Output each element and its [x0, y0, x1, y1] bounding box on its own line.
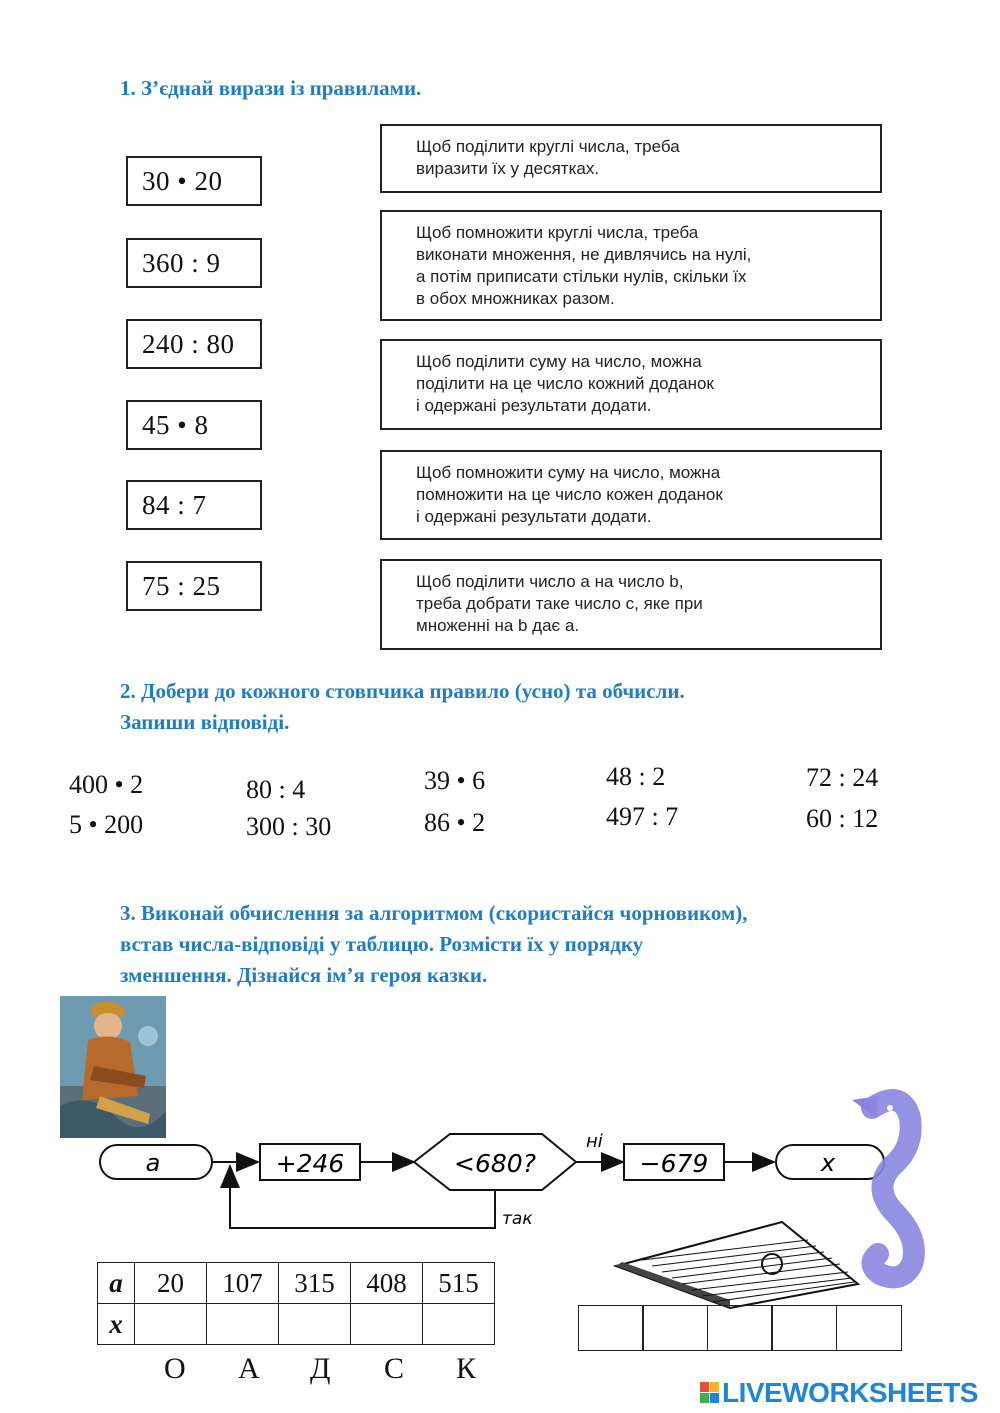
rule-line: виконати множення, не дивлячись на нулі, [416, 245, 752, 264]
rule-line: Щоб помножити круглі числа, треба [416, 223, 699, 242]
a-value-cell: 20 [135, 1263, 207, 1304]
rule-line: і одержані результати додати. [416, 507, 652, 526]
expression-box[interactable]: 30 • 20 [126, 156, 262, 206]
a-value-cell: 107 [207, 1263, 279, 1304]
answer-letter-cell[interactable] [578, 1305, 644, 1351]
zither-image [612, 1218, 862, 1310]
rule-box[interactable] [380, 124, 882, 193]
row-x-label: x [98, 1304, 135, 1345]
row-a-label: a [98, 1263, 135, 1304]
letter-label: А [238, 1352, 260, 1385]
task3-heading-line: зменшення. Дізнайся ім’я героя казки. [120, 963, 488, 987]
a-value-cell: 515 [423, 1263, 495, 1304]
exercise-expression: 48 : 2 [606, 762, 666, 791]
flow-subtract-label: −679 [639, 1149, 709, 1178]
exercise-expression: 39 • 6 [424, 766, 486, 795]
rule-line: помножити на це число кожен доданок [416, 485, 723, 504]
expression-box[interactable]: 45 • 8 [126, 400, 262, 450]
rule-line: Щоб поділити число а на число b, [416, 572, 684, 591]
x-answer-cell[interactable] [207, 1304, 279, 1345]
logo-text: LIVEWORKSHEETS [722, 1377, 978, 1408]
answer-letter-cell[interactable] [771, 1305, 837, 1351]
fairy-tale-hero-image [60, 996, 166, 1138]
expression-box[interactable]: 75 : 25 [126, 561, 262, 611]
rule-line: множенні на b дає а. [416, 616, 580, 635]
exercise-expression: 400 • 2 [69, 770, 144, 799]
table-row [98, 1263, 495, 1304]
rule-line: Щоб поділити суму на число, можна [416, 352, 702, 371]
rule-box[interactable] [380, 339, 882, 430]
x-answer-cell[interactable] [351, 1304, 423, 1345]
answer-letter-cell[interactable] [707, 1305, 773, 1351]
flow-no-label: ні [586, 1131, 603, 1152]
liveworksheets-logo [700, 1377, 978, 1409]
exercise-expression: 5 • 200 [69, 810, 144, 839]
rule-box[interactable] [380, 450, 882, 540]
x-answer-cell[interactable] [279, 1304, 351, 1345]
exercise-expression: 300 : 30 [246, 812, 332, 841]
rule-line: а потім приписати стільки нулів, скільки їх [416, 267, 747, 286]
x-answer-cell[interactable] [423, 1304, 495, 1345]
rule-line: треба добрати таке число с, яке при [416, 594, 703, 613]
letter-label: О [164, 1352, 186, 1385]
flow-input-label: a [145, 1149, 161, 1177]
rule-line: Щоб помножити суму на число, можна [416, 463, 721, 482]
task3-heading [120, 898, 748, 991]
flow-add-label: +246 [275, 1149, 345, 1178]
rule-line: і одержані результати додати. [416, 396, 652, 415]
exercise-expression: 497 : 7 [606, 802, 679, 831]
flow-output-label: x [820, 1149, 836, 1177]
expression-box[interactable]: 84 : 7 [126, 480, 262, 530]
task2-heading-line: Запиши відповіді. [120, 710, 290, 734]
exercise-expression: 86 • 2 [424, 808, 486, 837]
a-value-cell: 408 [351, 1263, 423, 1304]
expression-box[interactable]: 240 : 80 [126, 319, 262, 369]
x-answer-cell[interactable] [135, 1304, 207, 1345]
rule-line: виразити їх у десятках. [416, 159, 600, 178]
answer-word-row [579, 1305, 902, 1351]
letter-label: К [456, 1352, 477, 1385]
rule-line: поділити на це число кожний доданок [416, 374, 714, 393]
expression-box[interactable]: 360 : 9 [126, 238, 262, 288]
flow-yes-label: так [502, 1209, 533, 1229]
letter-label: Д [310, 1352, 331, 1385]
rule-line: в обох множниках разом. [416, 289, 615, 308]
rule-line: Щоб поділити круглі числа, треба [416, 137, 680, 156]
exercise-expression: 80 : 4 [246, 775, 306, 804]
answer-letter-cell[interactable] [836, 1305, 902, 1351]
rule-box[interactable] [380, 210, 882, 321]
task1-heading: 1. З’єднай вирази із правилами. [120, 76, 422, 100]
a-value-cell: 315 [279, 1263, 351, 1304]
values-table [97, 1262, 495, 1345]
task3-heading-line: встав числа-відповіді у таблицю. Розмісти їх у порядку [120, 932, 644, 956]
rule-box[interactable] [380, 559, 882, 650]
answer-letter-cell[interactable] [642, 1305, 708, 1351]
task2-heading-line: 2. Добери до кожного стовпчика правило (усно) та обчисли. [120, 679, 685, 703]
task3-heading-line: 3. Виконай обчислення за алгоритмом (скористайся чорновиком), [120, 901, 748, 925]
letter-label: С [384, 1352, 405, 1385]
flow-condition-label: <680? [454, 1149, 536, 1178]
exercise-expression: 60 : 12 [806, 804, 879, 833]
logo-icon [700, 1382, 720, 1404]
table-row [98, 1304, 495, 1345]
exercise-expression: 72 : 24 [806, 763, 879, 792]
task2-heading [120, 676, 685, 738]
